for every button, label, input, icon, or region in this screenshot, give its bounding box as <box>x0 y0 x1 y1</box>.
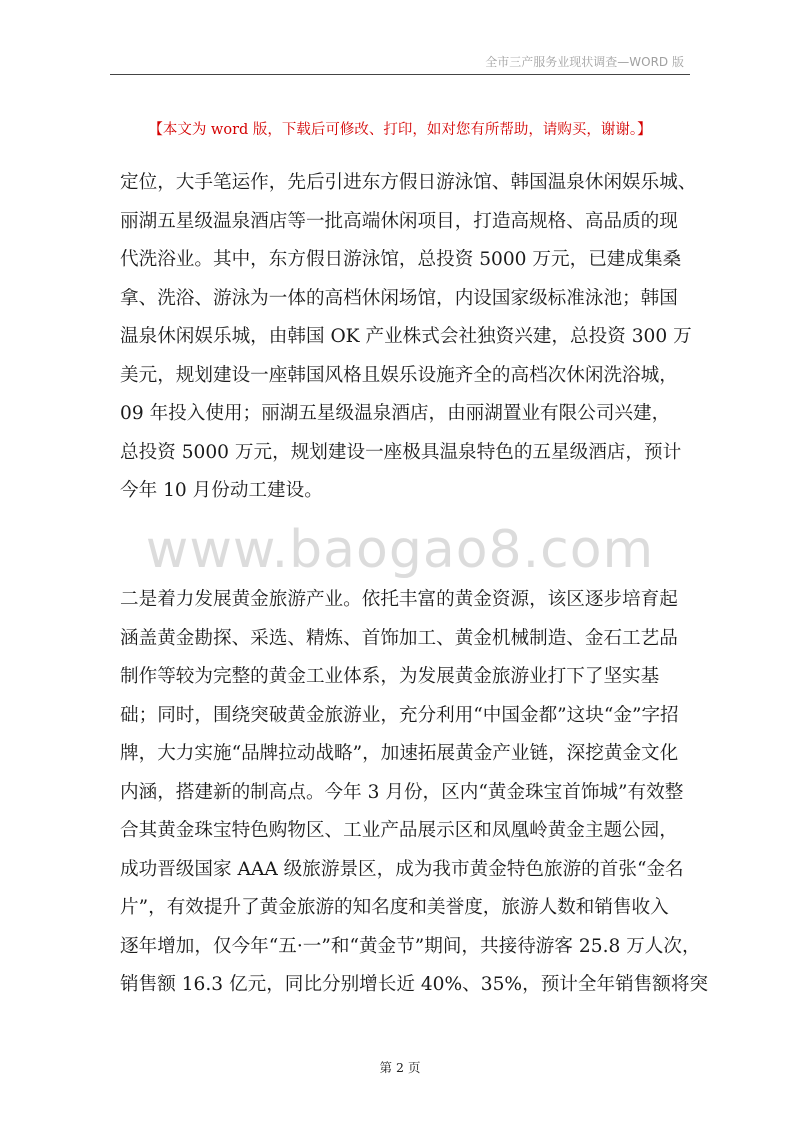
text-line: 牌，大力实施“品牌拉动战略”，加速拓展黄金产业链，深挖黄金文化 <box>120 743 679 764</box>
text-line: 成功晋级国家 AAA 级旅游景区，成为我市黄金特色旅游的首张“金名 <box>120 858 684 880</box>
paragraph-2 <box>120 581 708 1005</box>
text-line: 总投资 5000 万元，规划建设一座极具温泉特色的五星级酒店，预计 <box>120 441 682 463</box>
text-line: 销售额 16.3 亿元，同比分别增长近 40%、35%，预计全年销售额将突 <box>120 974 709 995</box>
text-line: 今年 10 月份动工建设。 <box>120 480 323 501</box>
page-header-title: 全市三产服务业现状调查—WORD 版 <box>485 55 684 69</box>
text-line: 拿、洗浴、游泳为一体的高档休闲场馆，内设国家级标准泳池；韩国 <box>120 287 678 309</box>
watermark: www.baogao8.com <box>145 520 655 580</box>
paragraph-1 <box>120 164 696 511</box>
text-line: 础；同时，围绕突破黄金旅游业，充分利用“中国金都”这块“金”字招 <box>120 704 679 726</box>
text-line: 涵盖黄金勘探、采选、精炼、首饰加工、黄金机械制造、金石工艺品 <box>120 627 678 649</box>
text-line: 合其黄金珠宝特色购物区、工业产品展示区和凤凰岭黄金主题公园， <box>120 820 678 841</box>
page-number: 第 2 页 <box>379 1060 421 1075</box>
text-line: 温泉休闲娱乐城，由韩国 OK 产业株式会社独资兴建，总投资 300 万 <box>120 326 692 347</box>
text-line: 代洗浴业。其中，东方假日游泳馆，总投资 5000 万元，已建成集桑 <box>120 249 682 270</box>
text-line: 09 年投入使用；丽湖五星级温泉酒店，由丽湖置业有限公司兴建， <box>120 403 671 424</box>
text-line: 内涵，搭建新的制高点。今年 3 月份，区内“黄金珠宝首饰城”有效整 <box>120 781 684 803</box>
header-divider <box>110 74 690 75</box>
text-line: 逐年增加，仅今年“五·一”和“黄金节”期间，共接待游客 25.8 万人次， <box>120 935 701 957</box>
text-line: 二是着力发展黄金旅游产业。依托丰富的黄金资源，该区逐步培育起 <box>120 589 678 610</box>
text-line: 定位，大手笔运作，先后引进东方假日游泳馆、韩国温泉休闲娱乐城、 <box>120 172 697 193</box>
text-line: 丽湖五星级温泉酒店等一批高端休闲项目，打造高规格、高品质的现 <box>120 210 678 232</box>
text-line: 美元，规划建设一座韩国风格且娱乐设施齐全的高档次休闲洗浴城， <box>120 364 678 386</box>
text-line: 片”，有效提升了黄金旅游的知名度和美誉度，旅游人数和销售收入 <box>120 897 669 918</box>
word-version-notice: 【本文为 word 版，下载后可修改、打印，如对您有所帮助，请购买，谢谢。】 <box>148 122 652 138</box>
text-line: 制作等较为完整的黄金工业体系，为发展黄金旅游业打下了坚实基 <box>120 666 660 687</box>
